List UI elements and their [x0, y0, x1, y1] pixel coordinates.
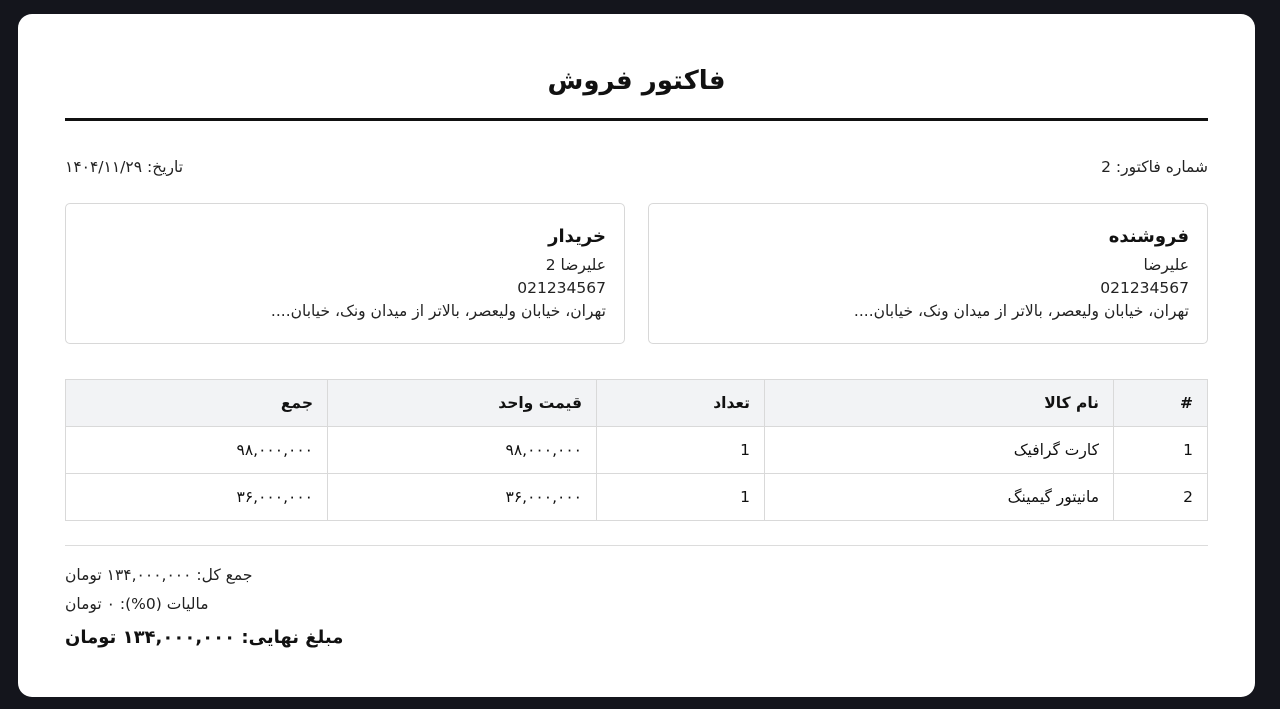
items-table — [65, 379, 1208, 521]
cell-name: کارت گرافیک — [765, 427, 1114, 474]
cell-name: مانیتور گیمینگ — [765, 474, 1114, 521]
buyer-heading: خریدار — [548, 226, 606, 247]
seller-heading: فروشنده — [1108, 226, 1189, 247]
final-amount-text: مبلغ نهایی: ۱۳۴,۰۰۰,۰۰۰ تومان — [65, 627, 344, 648]
buyer-name: علیرضا 2 — [545, 256, 606, 274]
table-row — [66, 474, 1208, 521]
seller-name: علیرضا — [1143, 256, 1189, 274]
invoice-meta — [65, 158, 1208, 180]
cell-qty: 1 — [597, 427, 765, 474]
subtotal-text: جمع کل: ۱۳۴,۰۰۰,۰۰۰ تومان — [65, 566, 253, 584]
header-name: نام کالا — [765, 380, 1114, 427]
header-qty: تعداد — [597, 380, 765, 427]
cell-index: 1 — [1114, 427, 1208, 474]
title-divider — [65, 118, 1208, 121]
cell-unit-price: ۳۶,۰۰۰,۰۰۰ — [328, 474, 597, 521]
table-header-row — [66, 380, 1208, 427]
cell-total: ۳۶,۰۰۰,۰۰۰ — [66, 474, 328, 521]
cell-unit-price: ۹۸,۰۰۰,۰۰۰ — [328, 427, 597, 474]
header-total: جمع — [66, 380, 328, 427]
seller-phone: 021234567 — [1100, 279, 1189, 297]
invoice-date: تاریخ: ۱۴۰۴/۱۱/۲۹ — [65, 158, 184, 176]
invoice-card — [18, 14, 1255, 697]
header-index: # — [1114, 380, 1208, 427]
buyer-address: تهران، خیابان ولیعصر، بالاتر از میدان ونک، خیابان.... — [270, 302, 606, 320]
totals-divider — [65, 545, 1208, 546]
cell-qty: 1 — [597, 474, 765, 521]
buyer-phone: 021234567 — [517, 279, 606, 297]
cell-total: ۹۸,۰۰۰,۰۰۰ — [66, 427, 328, 474]
invoice-number: شماره فاکتور: 2 — [1101, 158, 1208, 176]
buyer-box — [65, 203, 625, 344]
header-unit-price: قیمت واحد — [328, 380, 597, 427]
table-row — [66, 427, 1208, 474]
seller-box — [648, 203, 1208, 344]
seller-address: تهران، خیابان ولیعصر، بالاتر از میدان ونک، خیابان.... — [853, 302, 1189, 320]
tax-text: مالیات (0%): ۰ تومان — [65, 595, 209, 613]
invoice-title: فاکتور فروش — [547, 66, 726, 96]
cell-index: 2 — [1114, 474, 1208, 521]
